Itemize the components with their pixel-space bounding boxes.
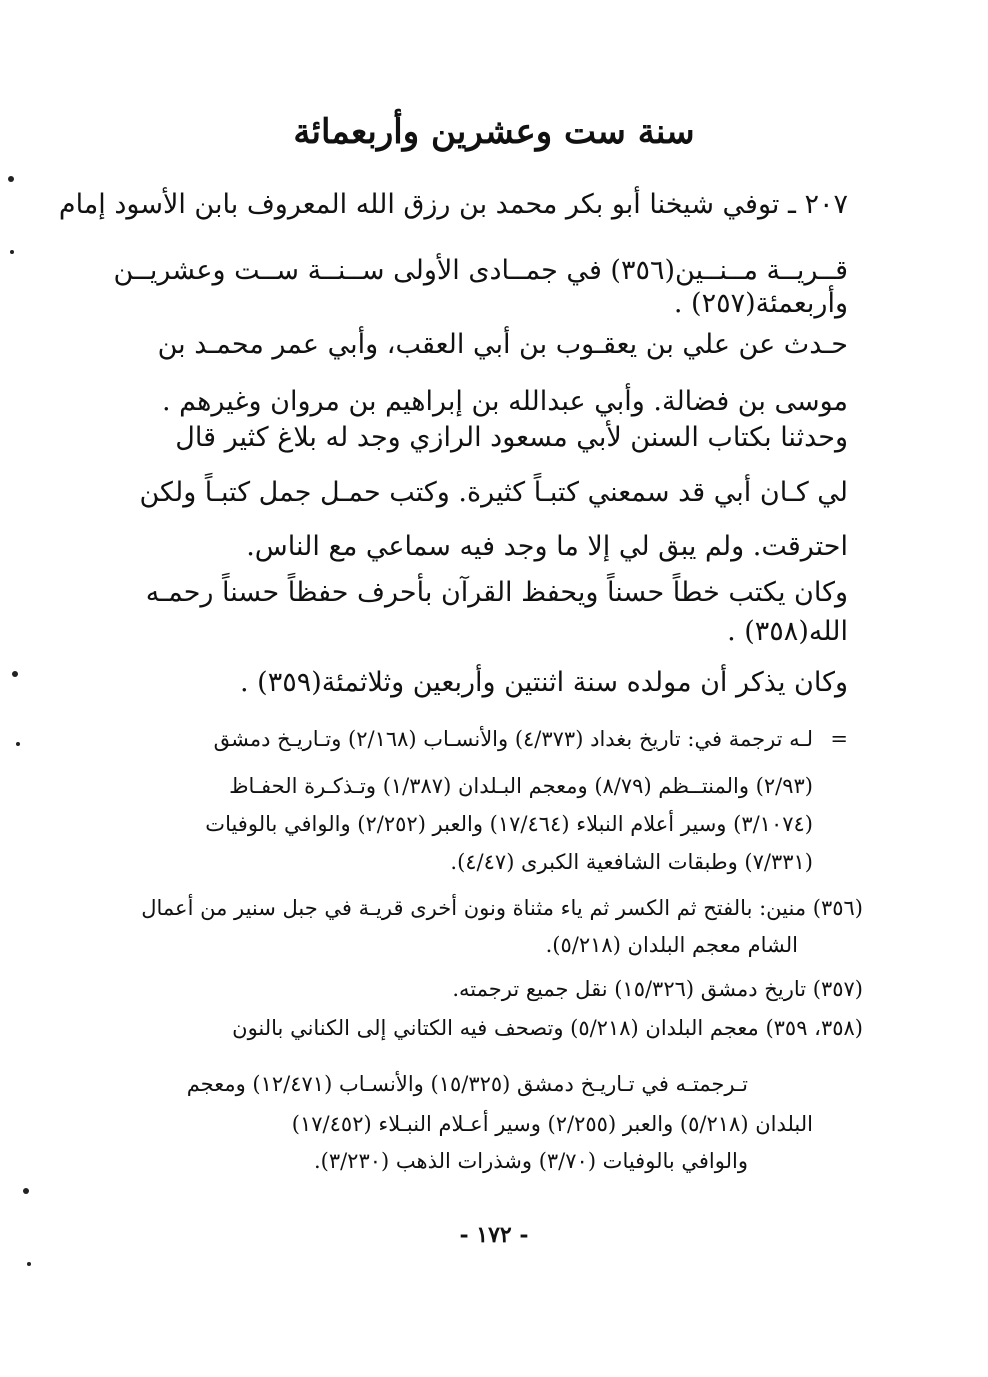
paragraph-line: وحدثنا بكتاب السنن لأبي مسعود الرازي وجد له بلاغ كثير قال [175, 422, 848, 453]
scan-speck [12, 671, 18, 677]
paragraph-line: وكان يكتب خطاً حسناً ويحفظ القرآن بأحرف حفظاً حسناً رحمـه [145, 577, 848, 608]
footnote-line: (٣٥٧) تاريخ دمشق (١٥/٣٢٦) نقل جميع ترجمته. [452, 977, 863, 1001]
footnote-line: (٣٥٦) منين: بالفتح ثم الكسر ثم ياء مثناة ونون أخرى قريـة في جبل سنير من أعمال [141, 896, 863, 920]
paragraph-line: حـدث عن علي بن يعقـوب بن أبي العقب، وأبي عمر محمـد بن [157, 329, 848, 360]
page-title: سنة ست وعشرين وأربعمائة [293, 112, 695, 152]
footnote-line: لـه ترجمة في: تاريخ بغداد (٤/٣٧٣) والأنسـاب (٢/١٦٨) وتـاريـخ دمشق [213, 727, 813, 751]
paragraph-line: الله(٣٥٨) . [727, 616, 848, 647]
paragraph-line: احترقت. ولم يبق لي إلا ما وجد فيه سماعي مع الناس. [246, 531, 848, 562]
paragraph-line: موسى بن فضالة. وأبي عبدالله بن إبراهيم بن مروان وغيرهم . [161, 386, 848, 417]
entry-line: قــريــة مــنــين(٣٥٦) في جمــادى الأولى ســنــة ســت وعشريــن [113, 255, 848, 286]
scan-speck [8, 176, 14, 182]
paragraph-line: وكان يذكر أن مولده سنة اثنتين وأربعين وثلاثمئة(٣٥٩) . [240, 667, 848, 698]
footnote-line: الشام معجم البلدان (٥/٢١٨). [545, 933, 798, 957]
scan-speck [23, 1188, 29, 1194]
footnote-line: (٣/١٠٧٤) وسير أعلام النبلاء (١٧/٤٦٤) والعبر (٢/٢٥٢) والوافي بالوفيات [205, 812, 813, 836]
scan-speck [10, 250, 14, 254]
footnote-line: (٢/٩٣) والمنتــظم (٨/٧٩) ومعجم البـلدان (١/٣٨٧) وتـذكـرة الحفـاظ [229, 774, 813, 798]
entry-line: ٢٠٧ ـ توفي شيخنا أبو بكر محمد بن رزق الله المعروف بابن الأسود إمام [58, 189, 848, 220]
footnote-line: والوافي بالوفيات (٣/٧٠) وشذرات الذهب (٣/٢٣٠). [313, 1149, 748, 1173]
footnote-line: البلدان (٥/٢١٨) والعبر (٢/٢٥٥) وسير أعـلام النبـلاء (١٧/٤٥٢) [291, 1112, 813, 1136]
footnote-continuation-marker: = [830, 727, 848, 751]
page-number: - ١٧٢ - [459, 1222, 529, 1248]
scan-speck [27, 1262, 31, 1266]
paragraph-line: لي كـان أبي قد سمعني كتبـاً كثيرة. وكتب حمـل جمل كتبـاً ولكن [139, 477, 848, 508]
footnote-line: (٧/٣٣١) وطبقات الشافعية الكبرى (٤/٤٧). [450, 850, 813, 874]
footnote-line: تـرجمتـه في تـاريـخ دمشق (١٥/٣٢٥) والأنسـاب (١٢/٤٧١) ومعجم [186, 1072, 748, 1096]
entry-line: وأربعمئة(٢٥٧) . [673, 288, 848, 319]
scan-speck [16, 742, 20, 746]
footnote-line: (٣٥٨، ٣٥٩) معجم البلدان (٥/٢١٨) وتصحف فيه الكتاني إلى الكناني بالنون [232, 1016, 863, 1040]
